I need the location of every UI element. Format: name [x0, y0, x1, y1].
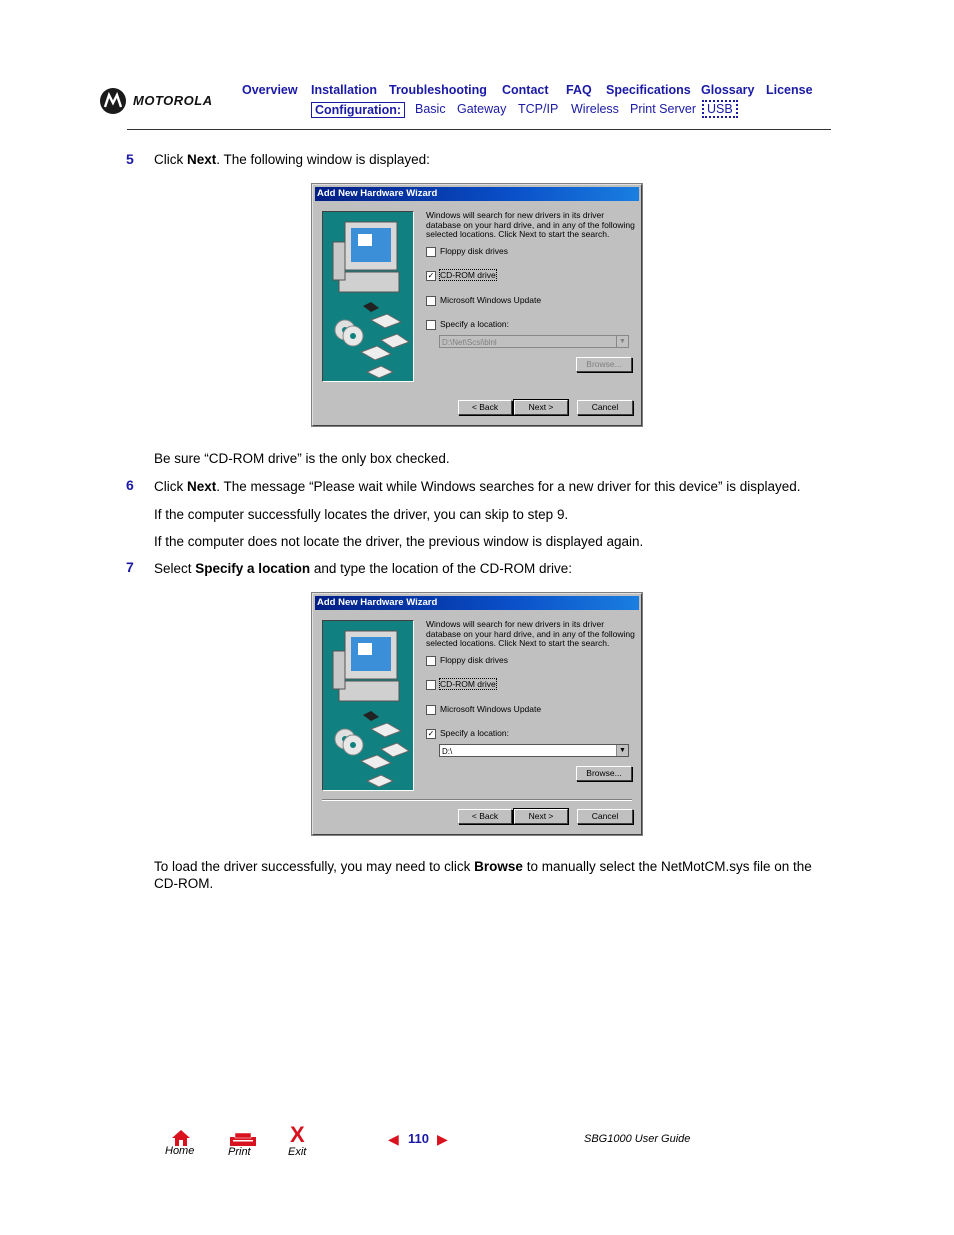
step-text: Click Next. The following window is displayed: [154, 152, 430, 167]
cdrom-option[interactable]: ✓ CD-ROM drive [427, 270, 496, 280]
windows-update-option[interactable]: Microsoft Windows Update [426, 704, 541, 715]
nav-installation[interactable]: Installation [311, 83, 377, 97]
nav-glossary[interactable]: Glossary [701, 83, 755, 97]
home-label[interactable]: Home [165, 1145, 195, 1157]
specify-location-option[interactable]: ✓ Specify a location: [427, 728, 509, 738]
dialog-intro: Windows will search for new drivers in its driver database on your hard drive, and in any of the following selected locations. Click Next to start the search. [426, 210, 635, 239]
nav-tcpip[interactable]: TCP/IP [518, 102, 559, 116]
floppy-checkbox[interactable] [426, 247, 436, 257]
header-divider [127, 129, 831, 130]
location-value: D:\Net\Scsi\blnl [442, 338, 497, 347]
brand-wordmark: MOTOROLA [133, 93, 213, 108]
guide-title: SBG1000 User Guide [584, 1133, 691, 1145]
floppy-option[interactable]: Floppy disk drives [426, 655, 508, 666]
step-number: 6 [126, 477, 134, 493]
nav-contact[interactable]: Contact [502, 83, 549, 97]
motorola-logo-icon [100, 88, 126, 114]
next-button[interactable]: Next > [514, 400, 568, 415]
cdrom-option[interactable]: CD-ROM drive [426, 679, 496, 690]
next-button[interactable]: Next > [514, 809, 568, 824]
back-button[interactable]: < Back [458, 809, 512, 824]
nav-wireless[interactable]: Wireless [571, 102, 619, 116]
nav-gateway[interactable]: Gateway [457, 102, 507, 116]
exit-label[interactable]: Exit [288, 1146, 307, 1158]
step-text: Select Specify a location and type the location of the CD-ROM drive: [154, 561, 572, 576]
specify-location-checkbox[interactable] [426, 320, 436, 330]
note-text: Be sure “CD-ROM drive” is the only box checked. [154, 451, 450, 466]
nav-troubleshooting[interactable]: Troubleshooting [389, 83, 487, 97]
cancel-button[interactable]: Cancel [577, 400, 633, 415]
dialog-title: Add New Hardware Wizard [315, 187, 639, 201]
windows-update-option[interactable]: Microsoft Windows Update [426, 295, 541, 306]
browse-button[interactable]: Browse... [576, 357, 632, 372]
dropdown-arrow-icon[interactable]: ▼ [616, 336, 628, 347]
next-page-arrow-icon[interactable]: ▶ [437, 1131, 448, 1147]
floppy-checkbox[interactable] [426, 656, 436, 666]
dialog-title: Add New Hardware Wizard [315, 596, 639, 610]
page-number: 110 [408, 1131, 429, 1146]
cdrom-checkbox[interactable] [426, 680, 436, 690]
windows-update-checkbox[interactable] [426, 705, 436, 715]
dialog-separator [322, 799, 632, 801]
nav-usb[interactable]: USB [702, 100, 738, 118]
prev-page-arrow-icon[interactable]: ◀ [388, 1131, 399, 1147]
specify-location-checkbox[interactable]: ✓ [427, 728, 435, 738]
step-number: 7 [126, 559, 134, 575]
step-number: 5 [126, 151, 134, 167]
print-label[interactable]: Print [228, 1146, 251, 1158]
step-text: Click Next. The message “Please wait while Windows searches for a new driver for this device” is displayed. [154, 479, 801, 494]
windows-update-checkbox[interactable] [426, 296, 436, 306]
dropdown-arrow-icon[interactable]: ▼ [616, 745, 628, 756]
add-hardware-dialog [312, 593, 642, 835]
floppy-option[interactable]: Floppy disk drives [426, 246, 508, 257]
nav-print-server[interactable]: Print Server [630, 102, 696, 116]
paragraph: If the computer successfully locates the driver, you can skip to step 9. [154, 507, 569, 522]
dialog-intro: Windows will search for new drivers in its driver database on your hard drive, and in any of the following selected locations. Click Next to start the search. [426, 619, 635, 648]
add-hardware-dialog [312, 184, 642, 426]
location-value: D:\ [442, 747, 453, 756]
note-text: To load the driver successfully, you may need to click Browse to manually select the NetMotCM.sys file on the CD-ROM. [154, 859, 812, 891]
nav-overview[interactable]: Overview [242, 83, 298, 97]
back-button[interactable]: < Back [458, 400, 512, 415]
cancel-button[interactable]: Cancel [577, 809, 633, 824]
cdrom-checkbox[interactable]: ✓ [427, 270, 435, 280]
location-combo[interactable] [439, 744, 629, 757]
nav-configuration[interactable]: Configuration: [311, 102, 405, 118]
exit-icon[interactable]: X [290, 1122, 305, 1147]
nav-basic[interactable]: Basic [415, 102, 446, 116]
specify-location-option[interactable]: Specify a location: [426, 319, 509, 330]
nav-faq[interactable]: FAQ [566, 83, 592, 97]
browse-button[interactable]: Browse... [576, 766, 632, 781]
wizard-illustration [322, 211, 414, 382]
location-combo[interactable] [439, 335, 629, 348]
paragraph: If the computer does not locate the driver, the previous window is displayed again. [154, 534, 644, 549]
nav-specifications[interactable]: Specifications [606, 83, 691, 97]
wizard-illustration [322, 620, 414, 791]
nav-license[interactable]: License [766, 83, 813, 97]
